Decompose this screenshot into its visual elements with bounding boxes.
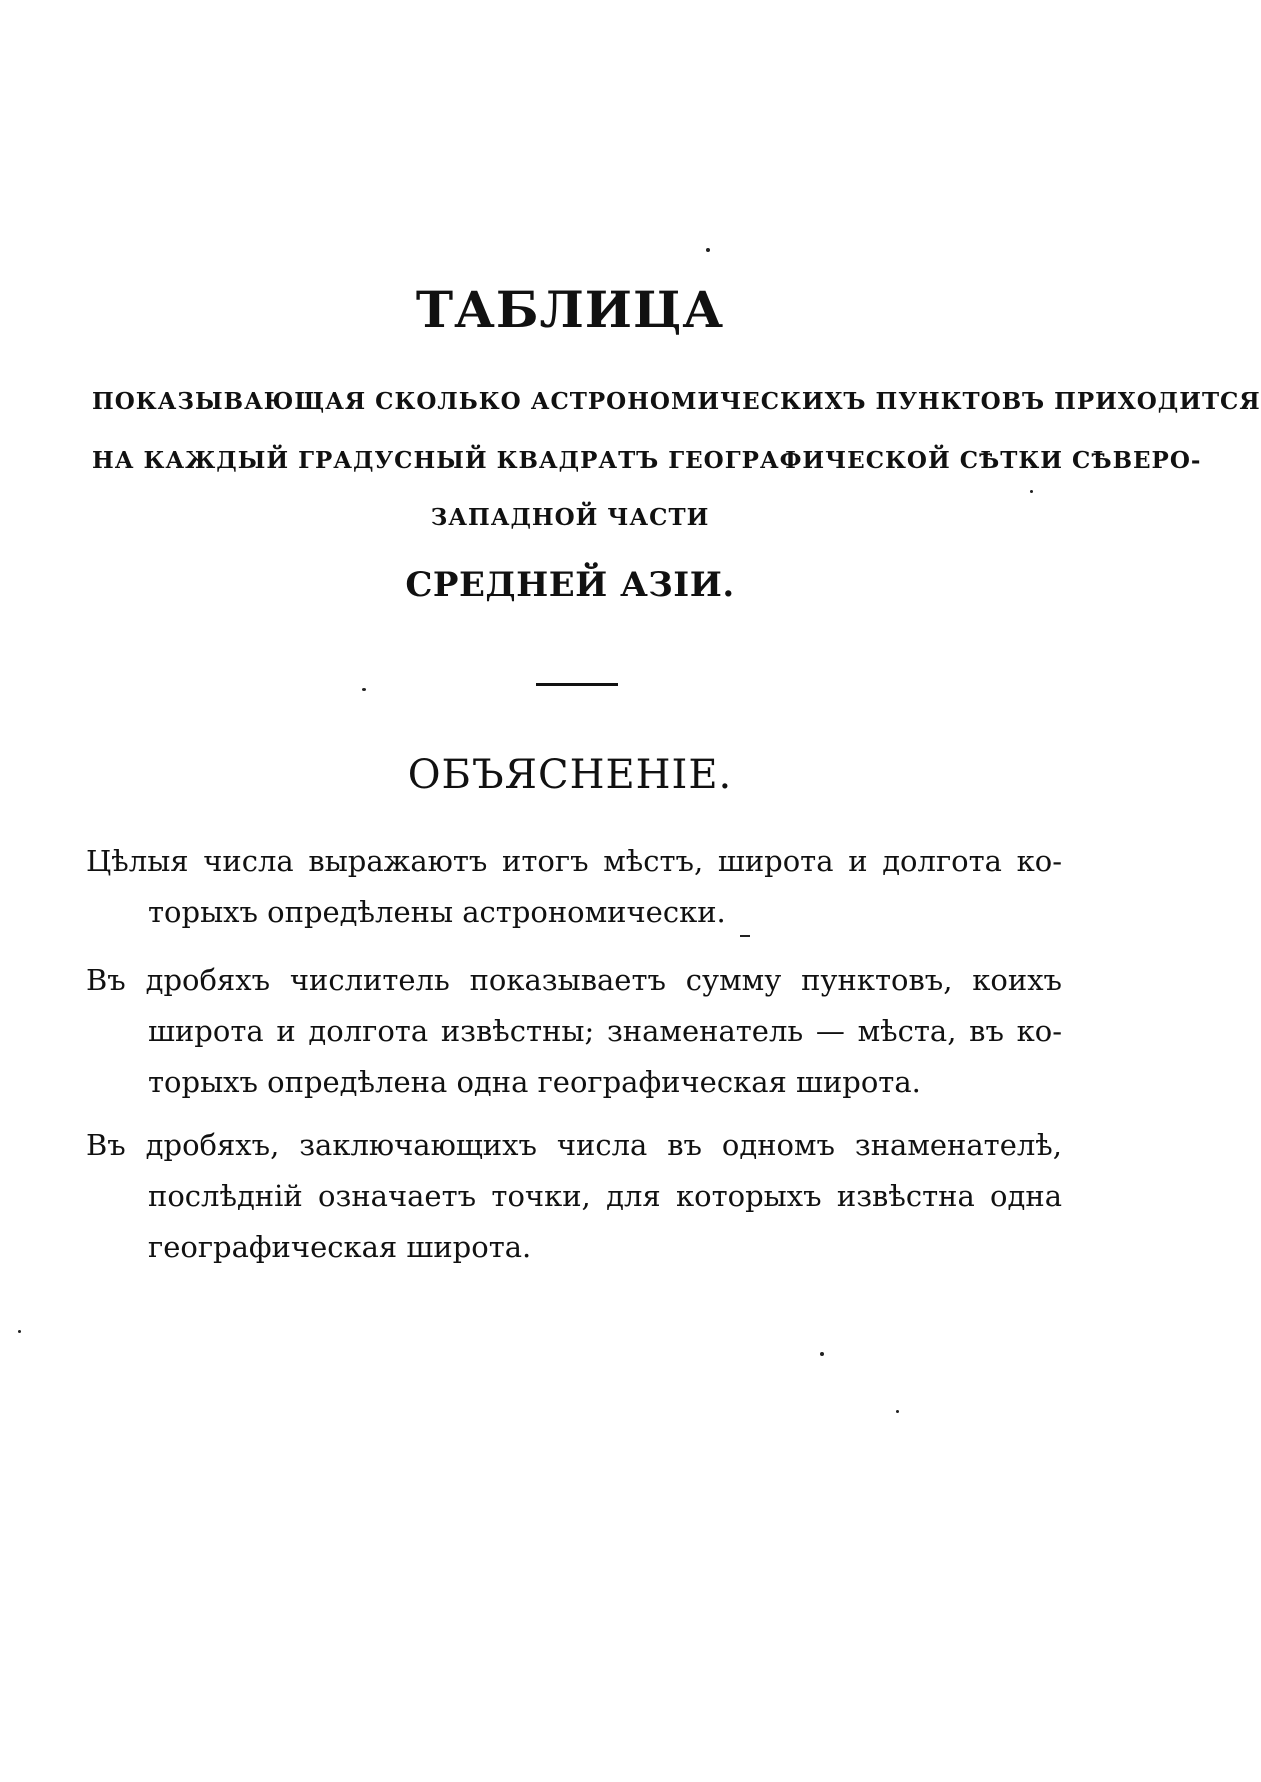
paragraph-line: Въ дробяхъ, заключающихъ числа въ одномъ знаменателѣ, (86, 1128, 1062, 1162)
paragraph-2 (86, 955, 1062, 1108)
paragraph-line: Въ дробяхъ числитель показываетъ сумму пунктовъ, коихъ (86, 963, 1062, 997)
print-speck (820, 1352, 824, 1356)
paragraph-line: Цѣлыя числа выражаютъ итогъ мѣстъ, широта и долгота ко- (86, 844, 1062, 878)
paragraph-1 (86, 836, 1062, 938)
paragraph-3 (86, 1120, 1062, 1273)
paragraph-line: послѣдній означаетъ точки, для которыхъ извѣстна одна (148, 1179, 1062, 1213)
print-speck (18, 1330, 21, 1333)
subtitle-line-2: НА КАЖДЫЙ ГРАДУСНЫЙ КВАДРАТЪ ГЕОГРАФИЧЕСКОЙ СѢТКИ СѢВЕРО- (92, 447, 1202, 474)
section-divider (536, 683, 618, 686)
paragraph-line: широта и долгота извѣстны; знаменатель — мѣста, въ ко- (148, 1014, 1062, 1048)
region-heading: СРЕДНЕЙ АЗІИ. (405, 565, 735, 605)
paragraph-line: торыхъ опредѣлена одна географическая широта. (148, 1065, 921, 1099)
print-speck (896, 1410, 899, 1413)
print-speck (706, 248, 710, 252)
paragraph-line: торыхъ опредѣлены астрономически. (148, 895, 726, 929)
paragraph-line: географическая широта. (148, 1230, 532, 1264)
print-speck (362, 688, 366, 691)
subtitle-line-3: ЗАПАДНОЙ ЧАСТИ (430, 504, 710, 531)
page-title: ТАБЛИЦА (415, 280, 725, 339)
subtitle-line-1: ПОКАЗЫВАЮЩАЯ СКОЛЬКО АСТРОНОМИЧЕСКИХЪ ПУНКТОВЪ ПРИХОДИТСЯ (92, 388, 1261, 415)
section-heading: ОБЪЯСНЕНІЕ. (407, 752, 733, 798)
print-speck (1030, 490, 1033, 493)
print-speck (740, 935, 750, 937)
